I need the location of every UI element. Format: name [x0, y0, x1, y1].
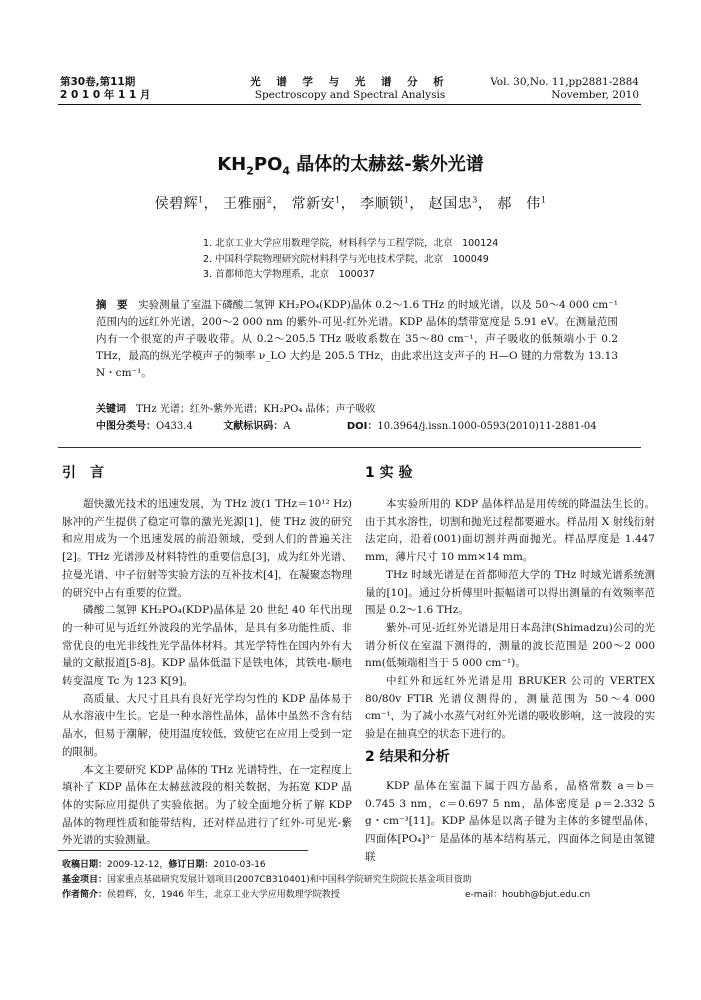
paragraph: 本文主要研究 KDP 晶体的 THz 光谱特性，在一定程度上填补了 KDP 晶体在太赫兹波段的相关数据，为拓宽 KDP 晶体的实际应用提供了实验依据。为了较全面地分析了解 KDP 晶体的物理性质和能带结构，还对样品进行了红外-可见光-紫外光谱的实验测量。	[62, 763, 352, 847]
paragraph: 紫外-可见-近红外光谱是用日本岛津(Shimadzu)公司的光谱分析仪在室温下测得的，测量的波长范围是 200～2 000 nm(低频端相当于 5 000 cm⁻¹)。	[365, 621, 655, 670]
header-journal	[220, 76, 480, 102]
header-date-cn: 2 0 1 0 年 1 1 月	[60, 89, 151, 101]
header-volume-cn: 第30卷,第11期	[60, 76, 136, 88]
paragraph: 本实验所用的 KDP 晶体样品是用传统的降温法生长的。由于其水溶性，切割和抛光过程都要避水。样品用 X 射线衍射法定向，沿着(001)面切割并两面抛光。样品厚度是 1.447 mm，薄片尺寸 10 mm×14 mm。	[365, 498, 655, 564]
clc-value: O433.4	[156, 421, 193, 432]
author-name: 侯碧辉	[154, 196, 199, 212]
header-issue	[60, 76, 150, 102]
section-heading-experiment: 1 实 验	[365, 465, 413, 481]
intro-column	[62, 496, 352, 850]
affiliation: 1. 北京工业大学应用数理学院，材料科学与工程学院，北京 100124	[203, 238, 499, 249]
abstract-label: 摘 要	[96, 299, 128, 311]
doi-value: 10.3964/j.issn.1000-0593(2010)11-2881-04	[377, 421, 597, 432]
doi-label: DOI：	[346, 421, 378, 432]
results-column	[365, 778, 655, 867]
affiliation: 2. 中国科学院物理研究院材料科学与光电技术学院，北京 100049	[203, 253, 489, 265]
author-name: 李顺锁	[360, 196, 404, 212]
abstract	[96, 297, 618, 382]
paragraph: THz 时域光谱是在首都师范大学的 THz 时域光谱系统测量的[10]。通过分析傅里叶振幅谱可以得出测量的有效频率范围是 0.2～1.6 THz。	[365, 568, 655, 617]
paragraph: 中红外和远红外光谱是用 BRUKER 公司的 VERTEX 80/80v FTIR 光谱仪测得的，测量范围为 50～4 000 cm⁻¹，为了减小水蒸气对红外光谱的吸收影响，这一波段的实验是在抽真空的状态下进行的。	[365, 675, 655, 741]
revised-value: 2010-03-16	[213, 860, 266, 870]
doc-code-value: A	[283, 421, 291, 432]
affiliation: 3. 首都师范大学物理系，北京 100037	[203, 269, 375, 280]
paragraph: 磷酸二氢钾 KH₂PO₄(KDP)晶体是 20 世纪 40 年代出现的一种可见与近红外波段的光学晶体，是具有多功能性质、非常优良的电光非线性光学晶体材料。其光学特性在国内外有大量的文献报道[5-8]。KDP 晶体低温下是铁电体，其铁电-顺电转变温度 Tc 为 123 K[9]。	[62, 604, 352, 688]
keywords-text: THz 光谱；红外-紫外光谱；KH₂PO₄ 晶体；声子吸收	[136, 404, 376, 415]
author-name: 常新安	[291, 196, 336, 212]
author-bio-value: 侯碧辉，女，1946 年生，北京工业大学应用数理学院教授	[107, 890, 340, 900]
author-email: e-mail：houbh@bjut.edu.cn	[465, 890, 591, 900]
fund-value: 国家重点基础研究发展计划项目(2007CB310401)和中国科学院研究生院院长基金项目资助	[107, 875, 472, 885]
header-volume-info	[490, 76, 639, 102]
experiment-column	[365, 496, 655, 744]
section-heading-results: 2 结果和分析	[365, 749, 450, 765]
author-name: 王雅丽	[223, 196, 267, 212]
author-list: 侯碧辉$^1$， 王雅丽$^2$， 常新安$^1$， 李顺锁$^1$， 赵国忠$^3$， 郝 伟$^1$	[154, 195, 547, 212]
abstract-text: 实验测量了室温下磷酸二氢钾 KH₂PO₄(KDP)晶体 0.2～1.6 THz 的时域光谱，以及 50～4 000 cm⁻¹范围内的远红外光谱，200～2 000 nm 的紫外-可见-红外光谱。KDP 晶体的禁带宽度是 5.91 eV。在测量范围内有一个很宽的声子吸收带。从 0.2～205.5 THz 吸收系数在 35～80 cm⁻¹，声子吸收的低频端小于 0.2 THz，最高的纵光学模声子的频率 ν_LO 大约是 205.5 THz，由此求出这支声子的 H—O 键的力常数为 13.13 N・cm⁻¹。	[96, 299, 619, 379]
keywords-divider	[58, 447, 641, 448]
revised-label: 修订日期：	[168, 860, 214, 870]
header-volume-en: Vol. 30,No. 11,pp2881-2884	[490, 76, 639, 88]
footnote-divider	[58, 850, 308, 851]
header-divider	[58, 104, 641, 105]
author-name: 赵国忠	[428, 196, 473, 212]
footnotes	[62, 858, 472, 903]
clc-label: 中图分类号：	[96, 421, 156, 432]
paragraph: 超快激光技术的迅速发展，为 THz 波(1 THz＝10¹² Hz)脉冲的产生提供了稳定可靠的激光光源[1]，使 THz 波的研究和应用成为一个迅速发展的前沿领域，受到人们的普遍关注[2]。THz 光谱涉及材料特性的重要信息[3]，成为红外光谱、拉曼光谱、中子衍射等实验方法的互补技术[4]，在凝聚态物理的研究中占有重要的位置。	[62, 498, 352, 599]
author-bio-label: 作者简介：	[62, 890, 108, 900]
header-journal-en: Spectroscopy and Spectral Analysis	[254, 89, 446, 101]
paper-title: $KH_2PO_4$ 晶体的太赫兹-紫外光谱	[217, 154, 484, 178]
keywords-block	[96, 401, 618, 435]
fund-label: 基金项目：	[62, 875, 108, 885]
header-journal-cn: 光 谱 学 与 光 谱 分 析	[250, 76, 450, 88]
header-date-en: November, 2010	[551, 89, 639, 101]
received-value: 2009-12-12，	[107, 860, 169, 870]
paragraph: KDP 晶体在室温下属于四方晶系，晶格常数 a＝b＝0.745 3 nm，c＝0.697 5 nm，晶体密度是 ρ＝2.332 5 g・cm⁻³[11]。KDP 晶体是以离子键为主体的多键型晶体，四面体[PO₄]³⁻ 是晶体的基本结构基元，四面体之间是由氢键联	[365, 780, 655, 863]
keywords-label: 关键词	[96, 404, 126, 415]
section-heading-intro: 引言	[62, 465, 118, 481]
paragraph: 高质量、大尺寸且具有良好光学均匀性的 KDP 晶体易于从水溶液中生长。它是一种水溶性晶体，晶体中虽然不含有结晶水，但易于潮解，使用温度较低，致使它在应用上受到一定的限制。	[62, 692, 352, 758]
doc-code-label: 文献标识码：	[223, 421, 284, 432]
author-name: 郝 伟	[497, 196, 541, 212]
affiliation-list	[203, 236, 498, 283]
received-label: 收稿日期：	[62, 860, 108, 870]
